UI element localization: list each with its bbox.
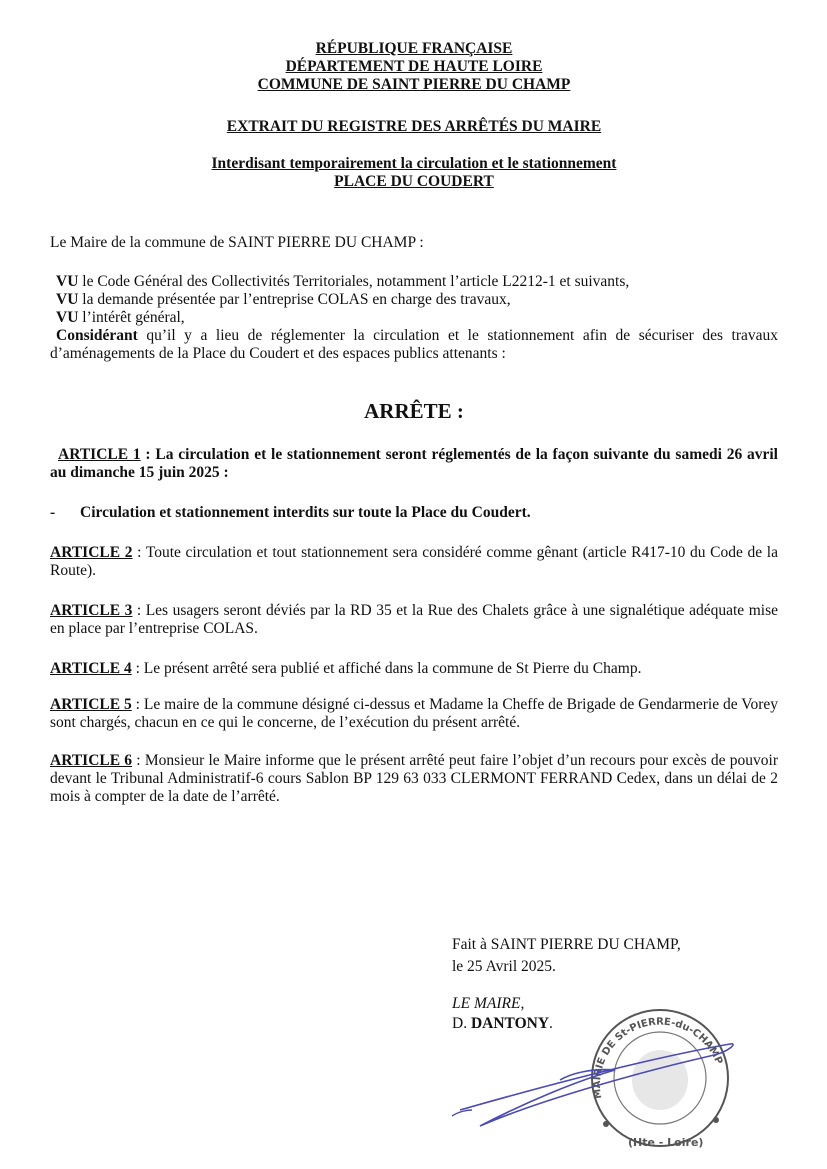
svg-text:(Hte - Loire): (Hte - Loire) <box>628 1136 704 1149</box>
arrete-heading: ARRÊTE : <box>364 399 464 423</box>
article-4: ARTICLE 4 : Le présent arrêté sera publié et affiché dans la commune de St Pierre du Champ. <box>50 660 642 677</box>
subject-place: PLACE DU COUDERT <box>334 173 494 190</box>
article-1: ARTICLE 1 : La circulation et le stationnement seront réglementés de la façon suivante du samedi 26 avril au dimanche 15 juin 2025 : <box>50 446 778 481</box>
visa-item: VU le Code Général des Collectivités Territoriales, notamment l’article L2212-1 et suivants, <box>56 273 630 290</box>
visas <box>50 273 778 363</box>
signature-title: LE MAIRE, <box>452 995 525 1012</box>
article-1-bullet: - Circulation et stationnement interdits sur toute la Place du Coudert. <box>50 504 531 521</box>
header-departement: DÉPARTEMENT DE HAUTE LOIRE <box>285 58 543 75</box>
header-republique: RÉPUBLIQUE FRANÇAISE <box>315 40 513 57</box>
considerant: Considérant qu’il y a lieu de réglementer la circulation et le stationnement afin de sécuriser des travaux d’aménagements de la Place du Coudert et des espaces publics attenants : <box>50 327 778 362</box>
svg-text:MAIRIE DE St-PIERRE-du-CHAMP: MAIRIE DE St-PIERRE-du-CHAMP <box>591 1016 725 1100</box>
article-5: ARTICLE 5 : Le maire de la commune désigné ci-dessus et Madame la Cheffe de Brigade de Gendarmerie de Vorey sont chargés, chacun en ce qui le concerne, de l’exécution du présent arrêté. <box>50 696 778 731</box>
letterhead <box>50 40 778 94</box>
signature-place: Fait à SAINT PIERRE DU CHAMP, <box>452 936 681 953</box>
intro: Le Maire de la commune de SAINT PIERRE DU CHAMP : <box>50 234 424 251</box>
handwritten-signature-icon <box>440 1030 740 1130</box>
signature-date: le 25 Avril 2025. <box>452 958 556 975</box>
visa-item: VU l’intérêt général, <box>56 309 185 326</box>
article-6: ARTICLE 6 : Monsieur le Maire informe que le présent arrêté peut faire l’objet d’un recours pour excès de pouvoir devant le Tribunal Administratif-6 cours Sablon BP 129 63 033 CLERMONT FERRAND Cedex, dans un délai de 2 mois à compter de la date de l’arrêté. <box>50 752 778 805</box>
article-3: ARTICLE 3 : Les usagers seront déviés par la RD 35 et la Rue des Chalets grâce à une signalétique adéquate mise en place par l’entreprise COLAS. <box>50 602 778 637</box>
visa-item: VU la demande présentée par l’entreprise COLAS en charge des travaux, <box>56 291 511 308</box>
signatory: D. DANTONY. <box>452 1015 553 1032</box>
header-commune: COMMUNE DE SAINT PIERRE DU CHAMP <box>257 76 571 93</box>
document-title: EXTRAIT DU REGISTRE DES ARRÊTÉS DU MAIRE <box>226 118 602 135</box>
subject-line: Interdisant temporairement la circulation et le stationnement <box>211 155 617 172</box>
article-2: ARTICLE 2 : Toute circulation et tout stationnement sera considéré comme gênant (article R417-10 du Code de la Route). <box>50 544 778 579</box>
subject <box>50 155 778 191</box>
document-body <box>50 40 778 1034</box>
